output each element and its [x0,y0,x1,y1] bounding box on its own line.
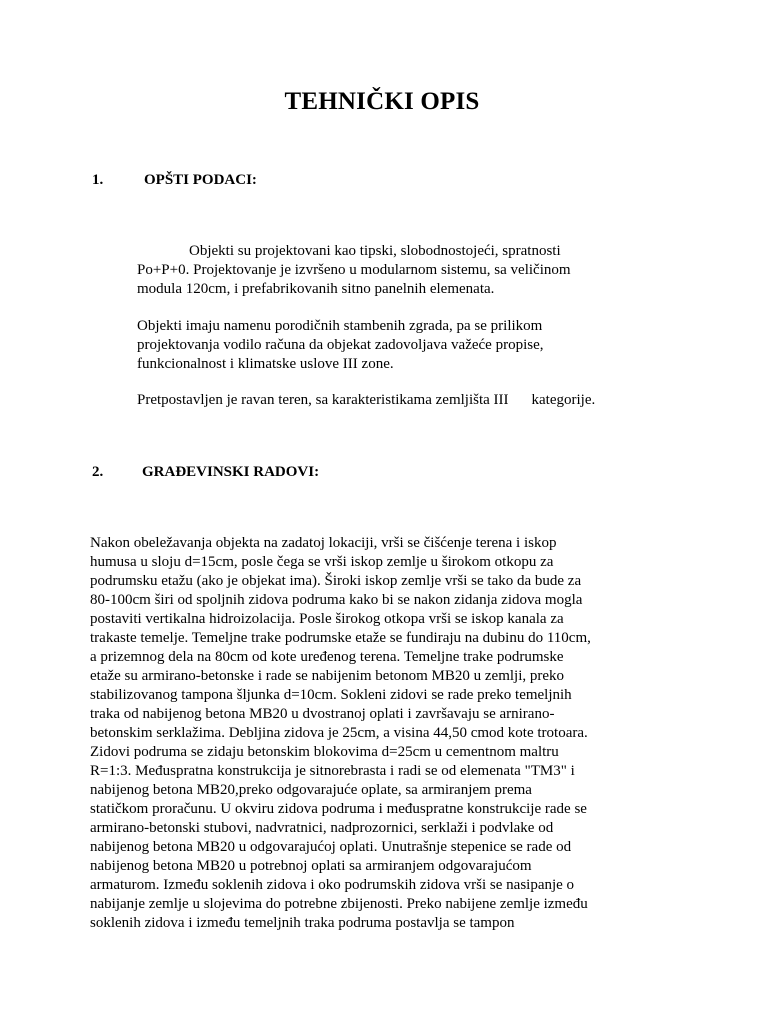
text-line: armirano-betonski stubovi, nadvratnici, nadprozornici, serklaži i podvlake od [90,820,554,836]
text-line: soklenih zidova i između temeljnih traka podruma postavlja se tampon [90,915,515,931]
text-line: a prizemnog dela na 80cm od kote uređenog terena. Temeljne trake podrumske [90,649,564,665]
section-title: OPŠTI PODACI: [144,172,257,188]
text-line: Po+P+0. Projektovanje je izvršeno u modularnom sistemu, sa veličinom [137,262,571,278]
text-line: modula 120cm, i prefabrikovanih sitno panelnih elemenata. [137,281,495,297]
text-line: nabijenog betona MB20,preko odgovarajuće oplate, sa armiranjem prema [90,782,532,798]
section-number: 1. [92,172,104,188]
text-line: 80-100cm širi od spoljnih zidova podruma kako bi se nakon zidanja zidova mogla [90,592,583,608]
paragraph-object-purpose [137,317,544,374]
section-heading-gradjevinski-radovi [92,464,319,481]
section-heading-opsti-podaci [92,172,257,189]
section-number: 2. [92,464,104,480]
text-line: Zidovi podruma se zidaju betonskim blokovima d=25cm u cementnom maltru [90,744,559,760]
text-line: funkcionalnost i klimatske uslove III zone. [137,356,394,372]
text-line: traka od nabijenog betona MB20 u dvostranoj oplati i završavaju se arnirano- [90,706,555,722]
text-line: nabijenog betona MB20 u odgovarajućoj oplati. Unutrašnje stepenice se rade od [90,839,572,855]
text-line: Objekti su projektovani kao tipski, slobodnostojeći, spratnosti [189,243,561,259]
text-line: armaturom. Između soklenih zidova i oko podrumskih zidova vrši se nasipanje o [90,877,575,893]
text-line: statičkom proračunu. U okviru zidova podruma i međuspratne konstrukcije rade se [90,801,587,817]
text-line: etaže su armirano-betonske i rade se nabijenim betonom MB20 u zemlji, preko [90,668,565,684]
text-line: R=1:3. Međuspratna konstrukcija je sitnorebrasta i radi se od elemenata "TM3" i [90,763,575,779]
paragraph-construction-works [90,534,591,933]
text-line: Nakon obeležavanja objekta na zadatoj lokaciji, vrši se čišćenje terena i iskop [90,535,557,551]
paragraph-object-description [137,242,571,299]
paragraph-terrain [137,391,595,410]
text-line: projektovanja vodilo računa da objekat zadovoljava važeće propise, [137,337,544,353]
text-line: Pretpostavljen je ravan teren, sa karakteristikama zemljišta III kategorije. [137,392,596,408]
text-line: nabijanje zemlje u slojevima do potrebne zbijenosti. Preko nabijene zemlje između [90,896,588,912]
text-line: humusa u sloju d=15cm, posle čega se vrši iskop zemlje u širokom otkopu za [90,554,554,570]
document-title: TEHNIČKI OPIS [284,88,480,115]
text-line: nabijenog betona MB20 u potrebnoj oplati sa armiranjem odgovarajućom [90,858,532,874]
text-line: Objekti imaju namenu porodičnih stambenih zgrada, pa se prilikom [137,318,543,334]
text-line: betonskim serklažima. Debljina zidova je 25cm, a visina 44,50 cmod kote trotoara. [90,725,588,741]
section-title: GRAĐEVINSKI RADOVI: [142,464,320,480]
text-line: trakaste temelje. Temeljne trake podrumske etaže se fundiraju na dubinu do 110cm, [90,630,591,646]
text-line: postaviti vertikalna hidroizolacija. Posle širokog otkopa vrši se iskop kanala za [90,611,564,627]
text-line: stabilizovanog tampona šljunka d=10cm. Sokleni zidovi se rade preko temeljnih [90,687,572,703]
text-line: podrumsku etažu (ako je objekat ima). Široki iskop zemlje vrši se tako da bude za [90,573,582,589]
